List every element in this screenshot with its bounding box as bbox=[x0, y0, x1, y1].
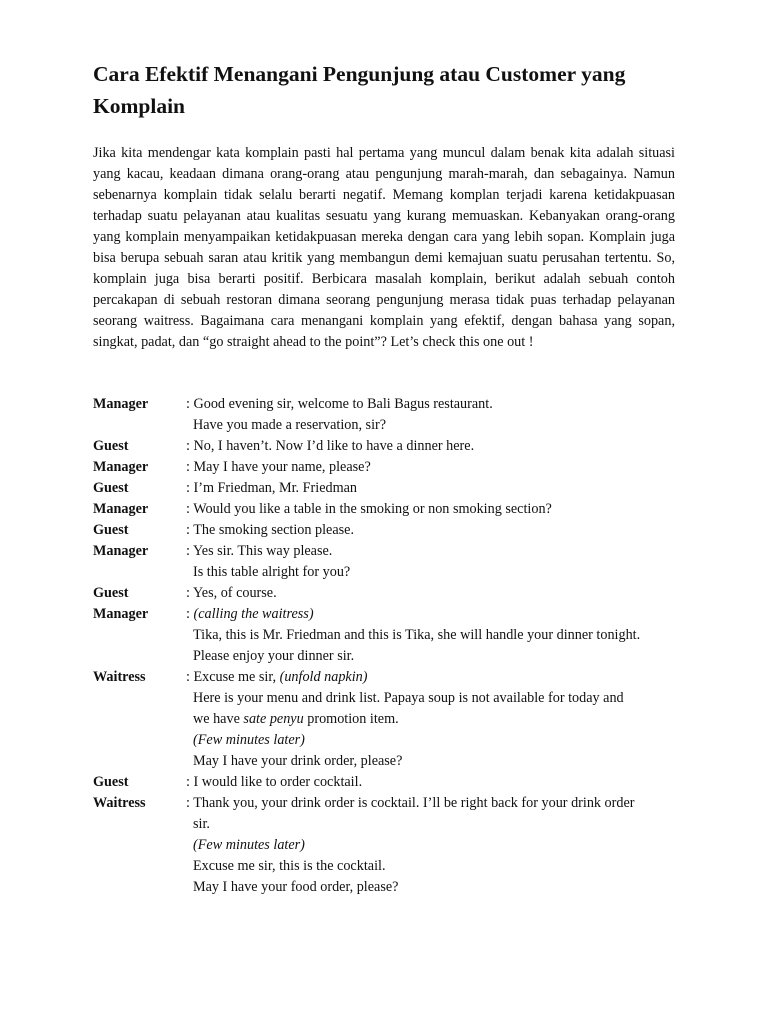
utterance-line: : Would you like a table in the smoking or non smoking section? bbox=[186, 501, 552, 517]
utterance-line bbox=[186, 835, 683, 856]
speaker-label: Manager bbox=[93, 501, 149, 517]
speaker-label: Manager bbox=[93, 543, 149, 559]
speaker-label: Waitress bbox=[93, 669, 146, 685]
dialogue-section bbox=[93, 394, 683, 898]
utterance-line: Here is your menu and drink list. Papaya soup is not available for today and bbox=[193, 690, 624, 706]
colon: : bbox=[186, 606, 194, 622]
utterance-line: Is this table alright for you? bbox=[193, 564, 351, 580]
utterance-line: : I would like to order cocktail. bbox=[186, 774, 363, 790]
dialogue-turn bbox=[93, 604, 683, 667]
dialogue-turn bbox=[93, 478, 683, 499]
dialogue-turn bbox=[93, 667, 683, 772]
speaker-label: Guest bbox=[93, 774, 129, 790]
utterance-line bbox=[186, 709, 683, 730]
dialogue-turn bbox=[93, 793, 683, 898]
document-title: Cara Efektif Menangani Pengunjung atau Customer yang Komplain bbox=[93, 62, 626, 118]
utterance-line: Excuse me sir, this is the cocktail. bbox=[193, 858, 386, 874]
stage-direction: (unfold napkin) bbox=[279, 669, 368, 685]
dialogue-turn bbox=[93, 436, 683, 457]
utterance bbox=[186, 541, 683, 583]
utterance-line: : I’m Friedman, Mr. Friedman bbox=[186, 480, 358, 496]
utterance-line: : Thank you, your drink order is cocktail. I’ll be right back for your drink order bbox=[186, 795, 635, 811]
utterance-line: : No, I haven’t. Now I’d like to have a dinner here. bbox=[186, 438, 475, 454]
utterance bbox=[186, 436, 683, 457]
utterance bbox=[186, 667, 683, 772]
speaker-label: Guest bbox=[93, 480, 129, 496]
speaker-label: Guest bbox=[93, 438, 129, 454]
intro-paragraph: Jika kita mendengar kata komplain pasti hal pertama yang muncul dalam benak kita adalah situasi yang kacau, keadaan dimana orang-orang atau pengunjung marah-marah, dan sebagainya. Namun sebenarnya komplain tidak selalu berarti negatif. Memang komplan terjadi karena ketidakpuasan terhadap suatu pelayanan atau kualitas sesuatu yang kurang memuaskan. Kebanyakan orang-orang yang komplain menyampaikan ketidakpuasan mereka dengan cara yang lebih sopan. Komplain juga bisa berupa sebuah saran atau kritik yang membangun demi kemajuan suatu perusahan tertentu. So, komplain juga bisa berarti positif. Berbicara masalah komplain, berikut adalah sebuah contoh percakapan di sebuah restoran dimana seorang pengunjung merasa tidak puas terhadap pelayanan seorang waitress. Bagaimana cara menangani komplain yang efektif, dengan bahasa yang sopan, singkat, padat, dan “go straight ahead to the point”? Let’s check this one out ! bbox=[93, 145, 675, 350]
speaker-label: Manager bbox=[93, 396, 149, 412]
utterance-text: promotion item. bbox=[303, 711, 399, 727]
dialogue-turn bbox=[93, 457, 683, 478]
stage-direction: (calling the waitress) bbox=[193, 606, 314, 622]
dialogue-turn bbox=[93, 394, 683, 436]
utterance bbox=[186, 604, 683, 667]
dialogue-turn bbox=[93, 772, 683, 793]
utterance-line: Have you made a reservation, sir? bbox=[193, 417, 387, 433]
utterance bbox=[186, 457, 683, 478]
utterance-line: Tika, this is Mr. Friedman and this is Tika, she will handle your dinner tonight. bbox=[193, 627, 641, 643]
speaker-label: Guest bbox=[93, 585, 129, 601]
utterance-line: Please enjoy your dinner sir. bbox=[193, 648, 355, 664]
utterance-line: May I have your drink order, please? bbox=[193, 753, 403, 769]
utterance-line: May I have your food order, please? bbox=[193, 879, 399, 895]
dialogue-turn bbox=[93, 541, 683, 583]
utterance bbox=[186, 394, 683, 436]
utterance-line: : Yes sir. This way please. bbox=[186, 543, 333, 559]
utterance-line: sir. bbox=[193, 816, 210, 832]
utterance bbox=[186, 793, 683, 898]
menu-item-name: sate penyu bbox=[243, 711, 304, 727]
utterance-text: we have bbox=[193, 711, 244, 727]
speaker-label: Guest bbox=[93, 522, 129, 538]
stage-direction: (Few minutes later) bbox=[193, 732, 305, 748]
utterance-line: : The smoking section please. bbox=[186, 522, 354, 538]
speaker-label: Manager bbox=[93, 606, 149, 622]
dialogue-turn bbox=[93, 520, 683, 541]
utterance-line bbox=[186, 730, 683, 751]
utterance bbox=[186, 478, 683, 499]
utterance-line: : May I have your name, please? bbox=[186, 459, 371, 475]
speaker-label: Waitress bbox=[93, 795, 146, 811]
utterance-line: : Yes, of course. bbox=[186, 585, 277, 601]
utterance bbox=[186, 583, 683, 604]
utterance-line bbox=[186, 667, 683, 688]
utterance-line: : Good evening sir, welcome to Bali Bagus restaurant. bbox=[186, 396, 493, 412]
speaker-label: Manager bbox=[93, 459, 149, 475]
utterance-line bbox=[186, 604, 683, 625]
utterance bbox=[186, 499, 683, 520]
dialogue-turn bbox=[93, 583, 683, 604]
utterance bbox=[186, 520, 683, 541]
utterance-text: : Excuse me sir, bbox=[186, 669, 280, 685]
dialogue-turn bbox=[93, 499, 683, 520]
utterance bbox=[186, 772, 683, 793]
stage-direction: (Few minutes later) bbox=[193, 837, 305, 853]
